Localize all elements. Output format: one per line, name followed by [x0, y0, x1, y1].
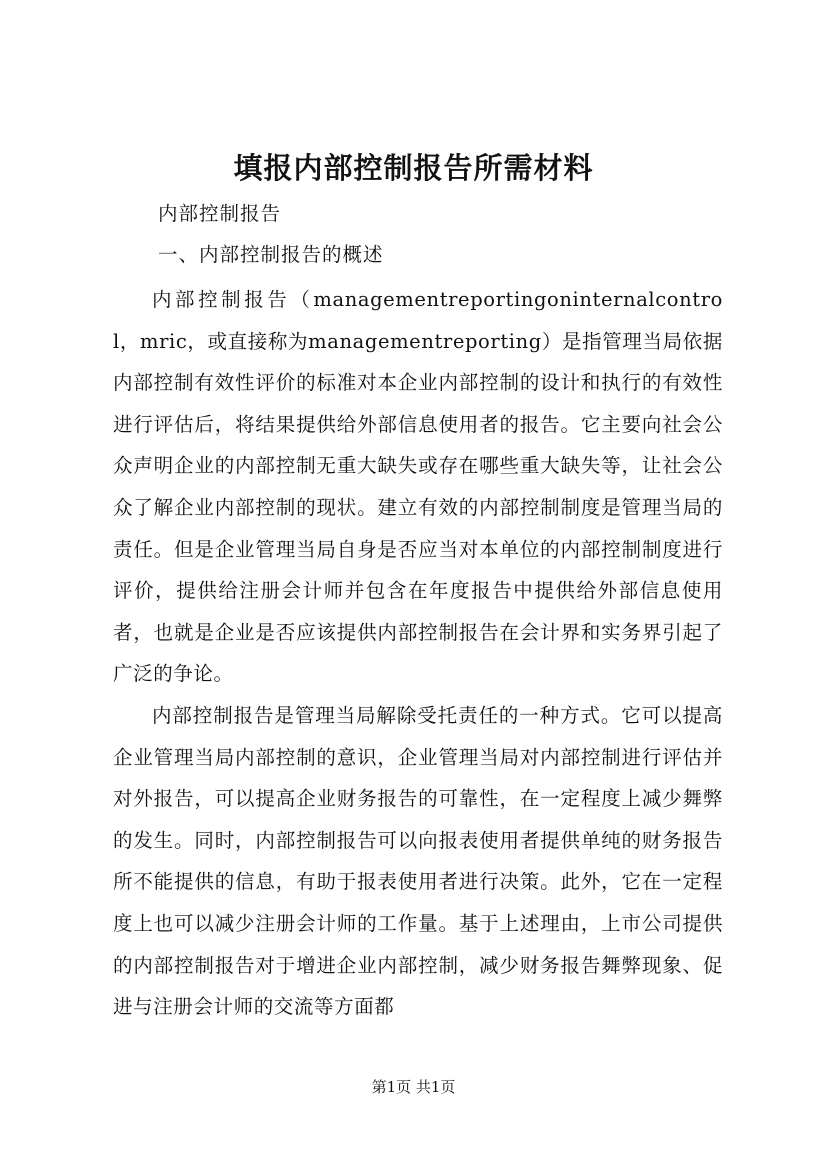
paragraph-2: 内部控制报告是管理当局解除受托责任的一种方式。它可以提高企业管理当局内部控制的意识，企业管理当局对内部控制进行评估并对外报告，可以提高企业财务报告的可靠性，在一定程度上减少舞弊的发生。同时，内部控制报告可以向报表使用者提供单纯的财务报告所不能提供的信息，有助于报表使用者进行决策。此外，它在一定程度上也可以减少注册会计师的工作量。基于上述理由，上市公司提供的内部控制报告对于增进企业内部控制，减少财务报告舞弊现象、促进与注册会计师的交流等方面都 — [113, 704, 723, 1019]
document-title: 填报内部控制报告所需材料 — [233, 151, 594, 185]
section-heading: 一、内部控制报告的概述 — [158, 243, 384, 266]
subtitle: 内部控制报告 — [158, 202, 282, 225]
page-footer: 第1页 共1页 — [371, 1078, 456, 1096]
paragraph-1: 内部控制报告（managementreportingoninternalcontrol，mric，或直接称为managementreporting）是指管理当局依据内部控制有效性评价的标准对本企业内部控制的设计和执行的有效性进行评估后，将结果提供给外部信息使用者的报告。它主要向社会公众声明企业的内部控制无重大缺失或存在哪些重大缺失等，让社会公众了解企业内部控制的现状。建立有效的内部控制制度是管理当局的责任。但是企业管理当局自身是否应当对本单位的内部控制制度进行评价，提供给注册会计师并包含在年度报告中提供给外部信息使用者，也就是企业是否应该提供内部控制报告在会计界和实务界引起了广泛的争论。 — [113, 288, 723, 686]
